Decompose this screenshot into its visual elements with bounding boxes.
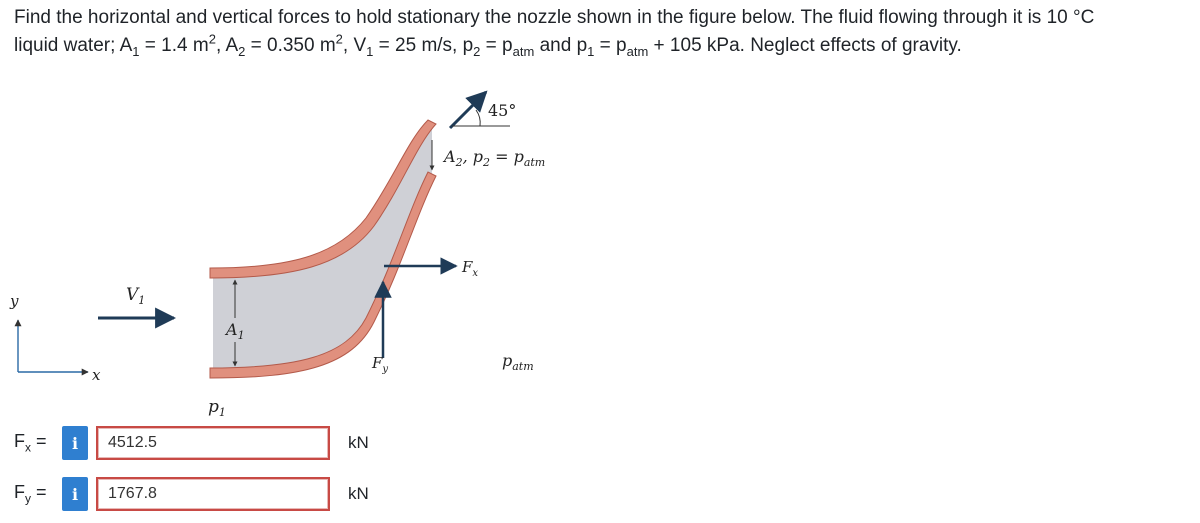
- problem-statement: [14, 4, 1194, 60]
- nozzle-figure: [0, 80, 600, 425]
- fx-label: $F_x$: [462, 258, 479, 279]
- fy-answer-label: $F_y$ =: [14, 482, 47, 506]
- fx-answer-label: $F_x$ =: [14, 431, 47, 455]
- fy-info-icon[interactable]: i: [62, 477, 88, 511]
- a1-label: $A_1$: [226, 320, 245, 342]
- fy-label: $F_y$: [372, 354, 389, 375]
- fx-unit: kN: [348, 433, 369, 452]
- x-axis-label: x: [92, 366, 101, 384]
- fx-answer-row: [14, 425, 369, 461]
- y-axis-label: y: [10, 292, 19, 310]
- angle-arc: [476, 110, 480, 126]
- fy-answer-input[interactable]: 1767.8: [96, 477, 330, 511]
- fy-unit: kN: [348, 484, 369, 503]
- p1-label: $p_1$: [208, 397, 226, 419]
- fx-info-icon[interactable]: i: [62, 426, 88, 460]
- angle-label: 45°: [488, 101, 517, 120]
- a2-label: $A_2$, $p_2 = p_{atm}$: [444, 147, 546, 169]
- patm-label: $p_{atm}$: [502, 351, 534, 373]
- fx-answer-input[interactable]: 4512.5: [96, 426, 330, 460]
- v1-label: $V_1$: [126, 285, 146, 307]
- question-line2: liquid water; $A_1 = 1.4$ $m^2$, $A_2 = 0.350$ $m^2$, $V_1 = 25$ m/s, $p_2 = p_{atm}$ and $p_1 = p_{atm} + 105$ kPa. Neglect effects of gravity.: [14, 31, 962, 59]
- fy-answer-row: [14, 476, 369, 512]
- question-line1: Find the horizontal and vertical forces to hold stationary the nozzle shown in the figure below. The fluid flowing through it is 10 °C: [14, 7, 1095, 28]
